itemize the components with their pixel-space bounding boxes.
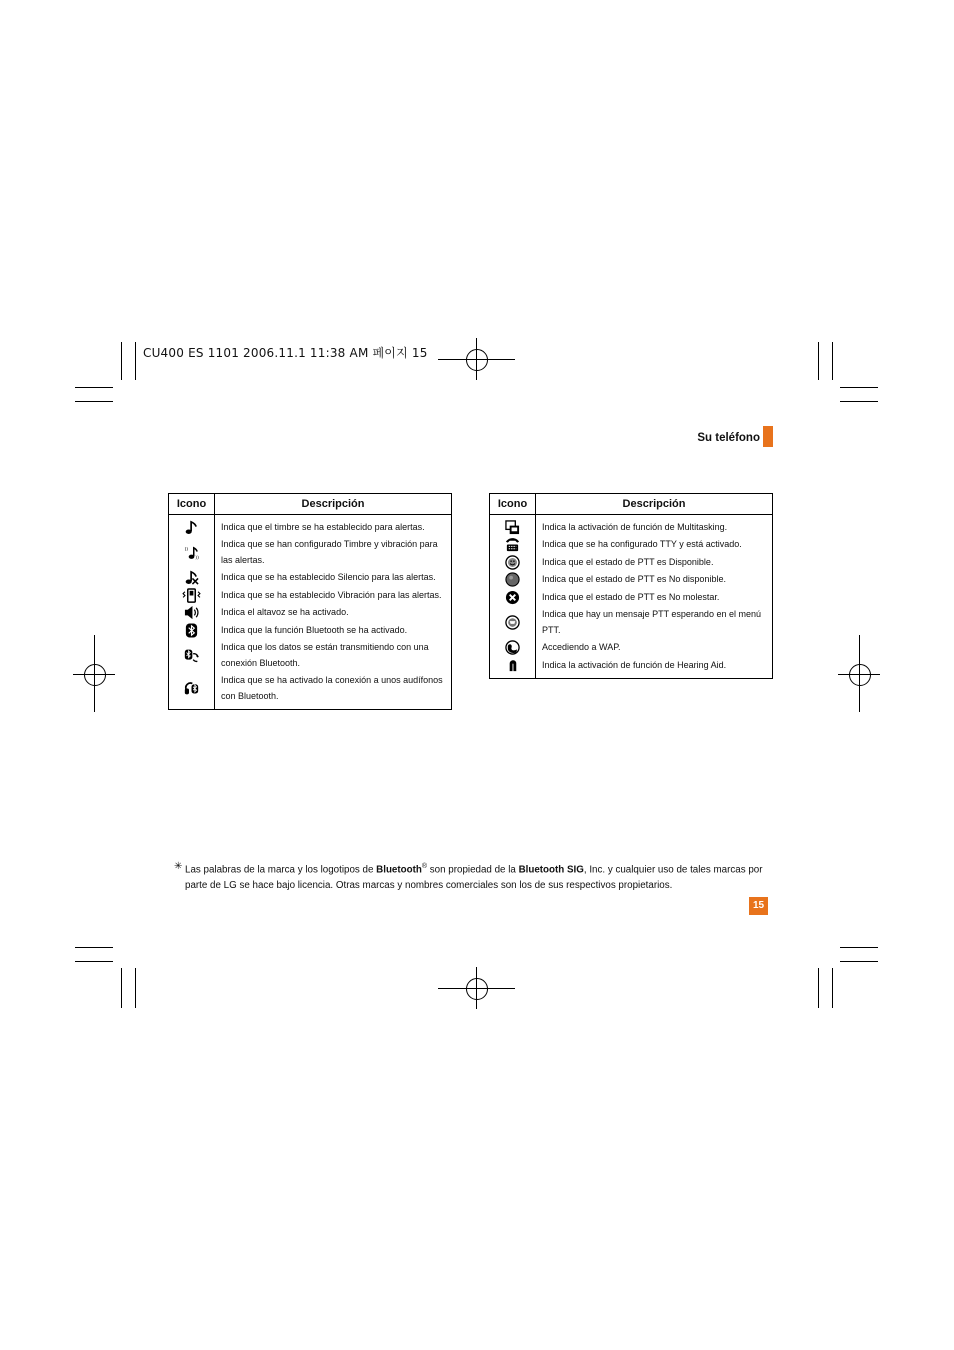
description-cell: Indica que la función Bluetooth se ha activado.: [221, 624, 408, 635]
table-header-row: [490, 494, 773, 515]
description-column-header: Descripción: [536, 494, 773, 515]
table-row: [169, 672, 452, 705]
bluetooth-headset-icon: [184, 681, 199, 696]
table-row: [490, 519, 773, 537]
icon-column-header: Icono: [490, 494, 536, 515]
multitasking-icon: [505, 520, 520, 535]
bluetooth-transfer-icon: [184, 648, 199, 663]
section-accent-bar: [763, 426, 773, 447]
table-row: [169, 587, 452, 605]
icon-cell: [169, 672, 215, 705]
silent-icon: [184, 570, 199, 585]
speaker-icon: [184, 605, 199, 620]
table-row: [169, 639, 452, 672]
table-row: [490, 606, 773, 639]
table-row: [169, 569, 452, 587]
footnote-part: Las palabras de la marca y los logotipos de: [185, 864, 377, 876]
left-icon-table: [168, 493, 452, 710]
description-cell: Indica que se ha establecido Silencio para las alertas.: [221, 572, 436, 582]
page-number: 15: [749, 897, 768, 915]
bluetooth-icon: [184, 623, 199, 638]
description-column-header: Descripción: [215, 494, 452, 515]
description-cell: Indica la activación de función de Multitasking.: [542, 521, 728, 532]
table-row: [490, 554, 773, 572]
description-cell: Indica el altavoz se ha activado.: [221, 607, 349, 617]
description-cell: Indica que los datos se están transmitiendo con una conexión Bluetooth.: [221, 642, 429, 668]
icon-cell: [490, 639, 536, 657]
ringer-icon: [184, 520, 199, 535]
table-row: [169, 622, 452, 640]
icon-cell: [169, 536, 215, 569]
icon-cell: [169, 622, 215, 640]
description-cell: Indica que el timbre se ha establecido para alertas.: [221, 521, 425, 532]
description-cell: Indica que se ha activado la conexión a unos audífonos con Bluetooth.: [221, 675, 443, 701]
icon-cell: [490, 554, 536, 572]
icon-cell: [169, 569, 215, 587]
icon-cell: [490, 606, 536, 639]
description-cell: Indica que se ha configurado TTY y está activado.: [542, 539, 742, 549]
section-title: Su teléfono: [697, 432, 760, 444]
footnote-part: , Inc. y cualquier uso de tales marcas por parte de LG se hace bajo licencia. Otras marcas y nombres comerciales son los de sus respectivos propietarios.: [185, 864, 763, 892]
table-row: [490, 571, 773, 589]
icon-cell: [169, 587, 215, 605]
description-cell: Indica que hay un mensaje PTT esperando en el menú PTT.: [542, 609, 761, 635]
bluetooth-sig-brand: Bluetooth SIG: [518, 864, 584, 876]
description-cell: Indica la activación de función de Hearing Aid.: [542, 659, 727, 670]
icon-cell: [490, 519, 536, 537]
registered-mark: ®: [421, 863, 428, 870]
icon-cell: [490, 589, 536, 607]
table-row: [490, 657, 773, 675]
icon-cell: [490, 536, 536, 554]
table-row: [169, 536, 452, 569]
ptt-unavailable-icon: [505, 572, 520, 587]
icon-cell: [169, 604, 215, 622]
table-row: [169, 604, 452, 622]
bluetooth-brand: Bluetooth: [376, 864, 422, 876]
hearing-aid-icon: [505, 658, 520, 673]
table-row: [169, 519, 452, 537]
ring-vibrate-icon: [184, 545, 199, 560]
icon-cell: [169, 639, 215, 672]
icon-cell: [490, 657, 536, 675]
vibrate-icon: [182, 588, 201, 603]
description-cell: Accediendo a WAP.: [542, 642, 621, 652]
description-cell: Indica que el estado de PTT es No disponible.: [542, 574, 726, 584]
tty-icon: [505, 537, 520, 552]
ptt-available-icon: [505, 555, 520, 570]
footnote: [174, 859, 774, 894]
table-header-row: [169, 494, 452, 515]
description-cell: Indica que se ha establecido Vibración para las alertas.: [221, 589, 442, 600]
ptt-dnd-icon: [505, 590, 520, 605]
footnote-part: son propiedad de la: [427, 864, 519, 876]
table-row: [490, 639, 773, 657]
table-row: [490, 536, 773, 554]
icon-column-header: Icono: [169, 494, 215, 515]
icon-cell: [169, 519, 215, 537]
description-cell: Indica que el estado de PTT es No molestar.: [542, 591, 720, 602]
asterisk-icon: ✳: [174, 861, 183, 872]
icon-cell: [490, 571, 536, 589]
table-row: [490, 589, 773, 607]
description-cell: Indica que se han configurado Timbre y vibración para las alertas.: [221, 539, 438, 565]
wap-icon: [505, 640, 520, 655]
description-cell: Indica que el estado de PTT es Disponible.: [542, 556, 714, 567]
ptt-message-icon: [505, 615, 520, 630]
footnote-text: [185, 859, 774, 894]
print-slug: CU400 ES 1101 2006.11.1 11:38 AM 페이지 15: [143, 346, 428, 360]
right-icon-table: [489, 493, 773, 679]
